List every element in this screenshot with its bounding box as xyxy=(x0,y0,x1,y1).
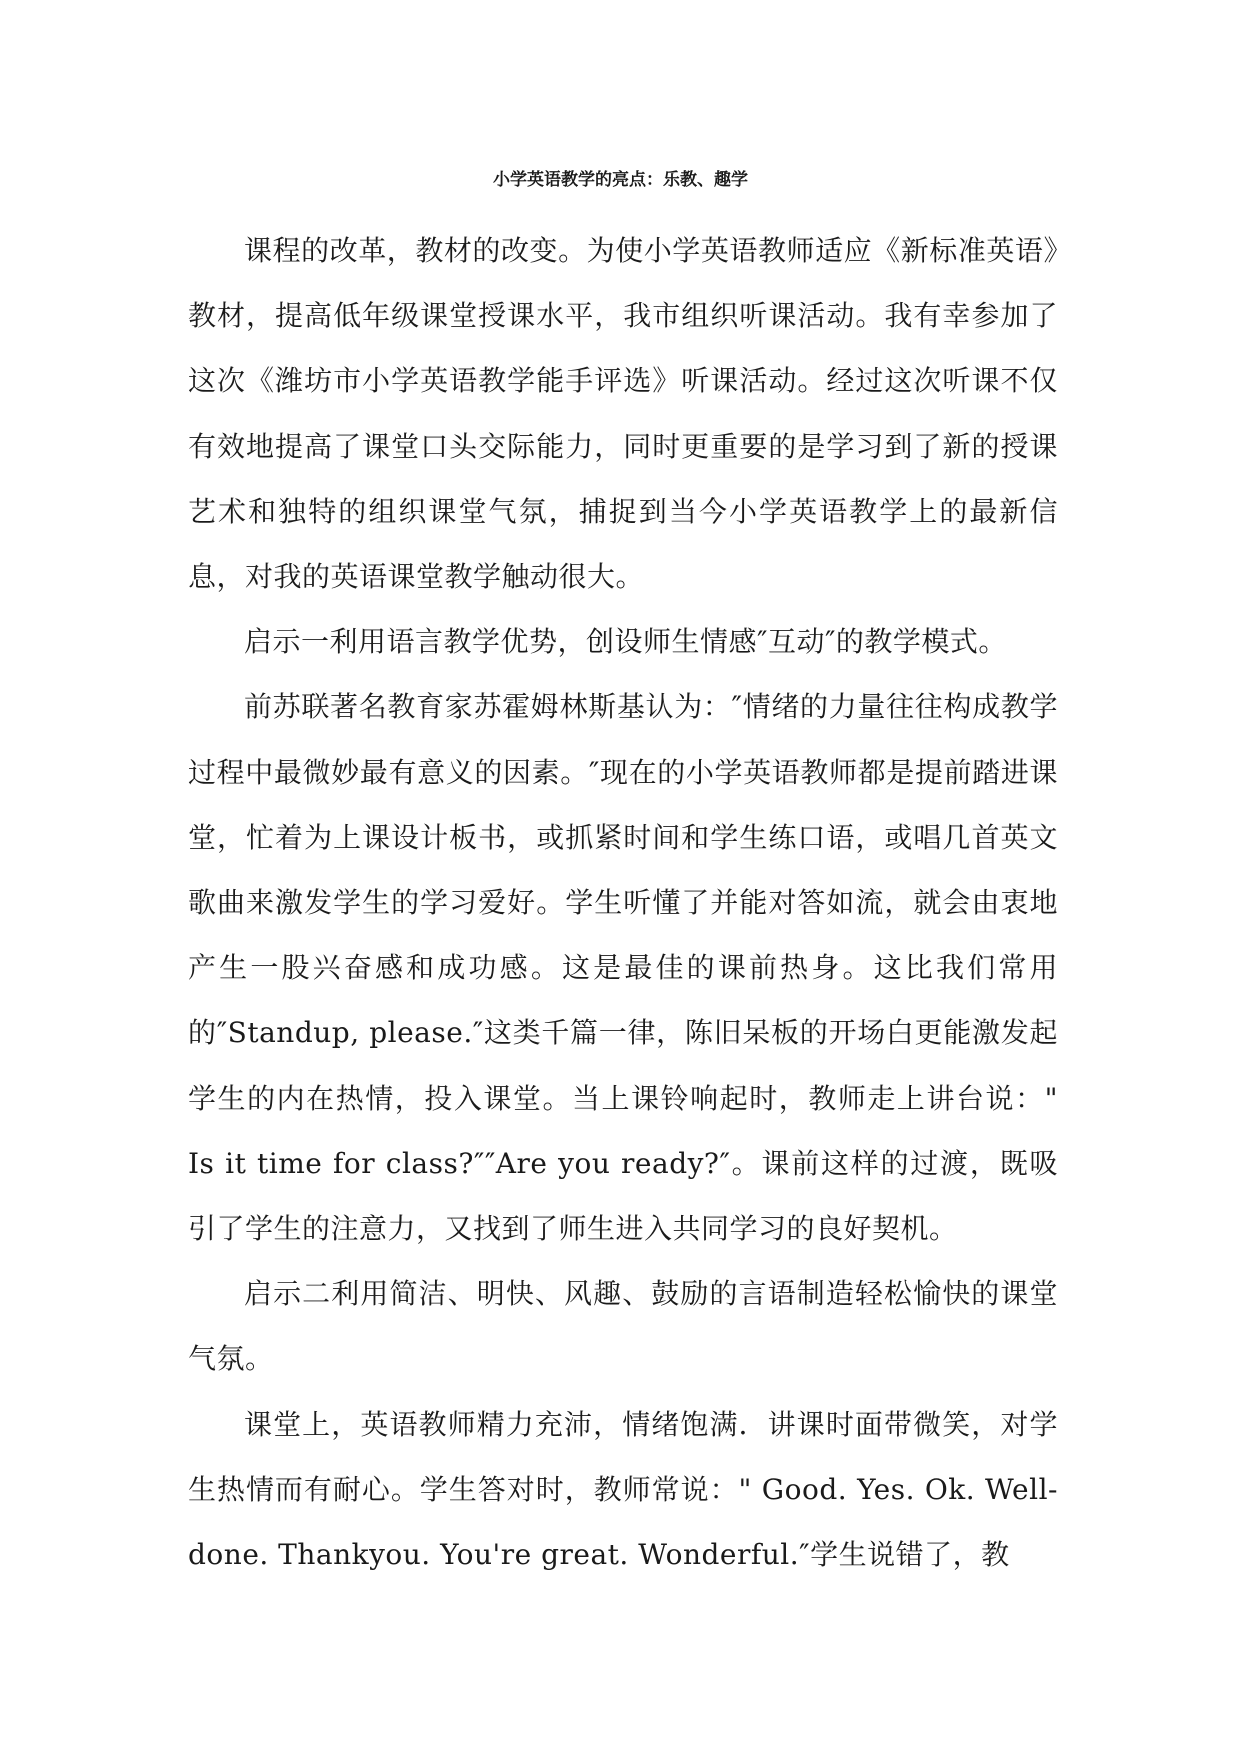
paragraph-insight-one-body: 前苏联著名教育家苏霍姆林斯基认为：″情绪的力量往往构成教学过程中最微妙最有意义的因素。″现在的小学英语教师都是提前踏进课堂，忙着为上课设计板书，或抓紧时间和学生练口语，或唱几首英文歌曲来激发学生的学习爱好。学生听懂了并能对答如流，就会由衷地产生一股兴奋感和成功感。这是最佳的课前热身。这比我们常用的″Standup, please.″这类千篇一律，陈旧呆板的开场白更能激发起学生的内在热情，投入课堂。当上课铃响起时，教师走上讲台说：" Is it time for class?″″Are you ready?″。课前这样的过渡，既吸引了学生的注意力，又找到了师生进入共同学习的良好契机。 xyxy=(188,690,1058,1246)
paragraph-insight-two-body: 课堂上，英语教师精力充沛，情绪饱满．讲课时面带微笑，对学生热情而有耐心。学生答对时，教师常说：" Good. Yes. Ok. Well-done. Thankyou. You're great. Wonderful.″学生说错了，教 xyxy=(188,1407,1058,1572)
paragraph-insight-two-heading: 启示二利用简洁、明快、风趣、鼓励的言语制造轻松愉快的课堂气氛。 xyxy=(188,1277,1058,1376)
document-title: 小学英语教学的亮点：乐教、趣学 xyxy=(493,170,748,190)
document-body xyxy=(188,218,1058,1587)
paragraph-intro: 课程的改革，教材的改变。为使小学英语教师适应《新标准英语》教材，提高低年级课堂授课水平，我市组织听课活动。我有幸参加了这次《潍坊市小学英语教学能手评选》听课活动。经过这次听课不仅有效地提高了课堂口头交际能力，同时更重要的是学习到了新的授课艺术和独特的组织课堂气氛，捕捉到当今小学英语教学上的最新信息，对我的英语课堂教学触动很大。 xyxy=(188,234,1058,594)
paragraph-insight-one-heading: 启示一利用语言教学优势，创设师生情感″互动″的教学模式。 xyxy=(244,625,1007,659)
